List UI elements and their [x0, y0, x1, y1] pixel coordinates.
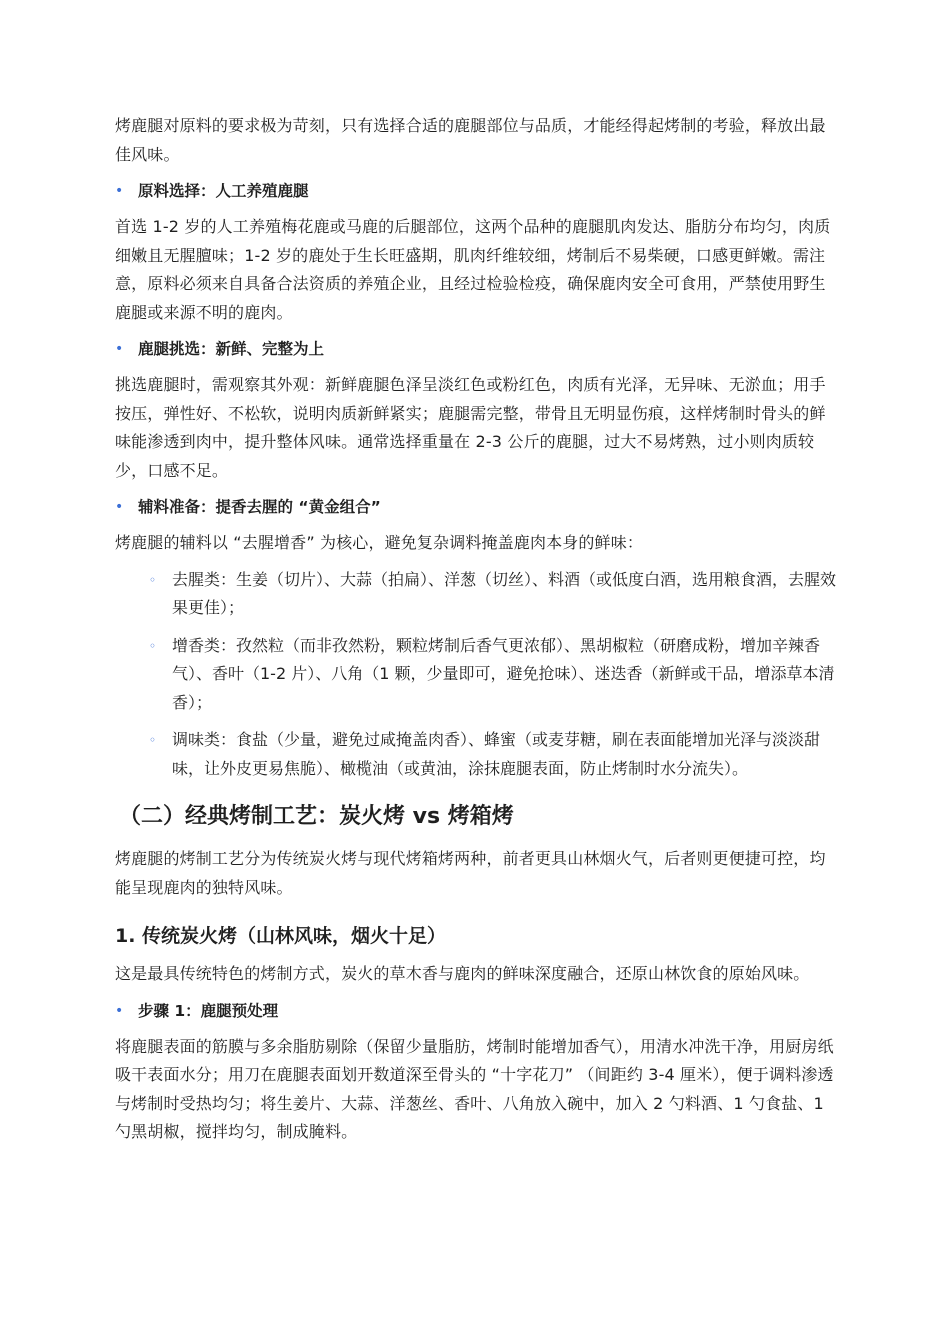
- list-item: [149, 632, 841, 718]
- bullet-title: 鹿腿挑选：新鲜、完整为上: [138, 340, 325, 358]
- list-item-text: 调味类：食盐（少量，避免过咸掩盖肉香）、蜂蜜（或麦芽糖，刷在表面能增加光泽与淡淡甜味，让外皮更易焦脆）、橄榄油（或黄油，涂抹鹿腿表面，防止烤制时水分流失）。: [172, 730, 821, 778]
- bullet-selection: [115, 335, 841, 363]
- list-item: [149, 726, 841, 783]
- intro-paragraph: 烤鹿腿对原料的要求极为苛刻，只有选择合适的鹿腿部位与品质，才能经得起烤制的考验，释放出最佳风味。: [115, 116, 826, 164]
- list-item: [149, 566, 841, 623]
- circle-bullet-icon: ◦: [149, 733, 157, 747]
- document-content: [115, 112, 841, 1155]
- bullet-dot-icon: •: [115, 341, 124, 357]
- bullet-title: 步骤 1：鹿腿预处理: [138, 1001, 279, 1020]
- bullet-raw-material: [115, 177, 841, 205]
- circle-bullet-icon: ◦: [149, 572, 157, 587]
- selection-paragraph: 挑选鹿腿时，需观察其外观：新鲜鹿腿色泽呈淡红色或粉红色，肉质有光泽，无异味、无淤血；用手按压，弹性好、不松软，说明肉质新鲜紧实；鹿腿需完整，带骨且无明显伤痕，这样烤制时骨头的鲜味能渗透到肉中，提升整体风味。通常选择重量在 2-3 公斤的鹿腿，过大不易烤熟，过小则肉质较少，口感不足。: [115, 375, 826, 480]
- list-item-text: 增香类：孜然粒（而非孜然粉，颗粒烤制后香气更浓郁）、黑胡椒粒（研磨成粉，增加辛辣香气）、香叶（1-2 片）、八角（1 颗，少量即可，避免抢味）、迷迭香（新鲜或干品，增添草本清香）；: [172, 635, 835, 712]
- auxiliary-paragraph: 烤鹿腿的辅料以 “去腥增香” 为核心，避免复杂调料掩盖鹿肉本身的鲜味：: [115, 533, 644, 552]
- bullet-dot-icon: •: [115, 1002, 124, 1019]
- raw-material-paragraph: 首选 1-2 岁的人工养殖梅花鹿或马鹿的后腿部位，这两个品种的鹿腿肌肉发达、脂肪分布均匀，肉质细嫩且无腥膻味；1-2 岁的鹿处于生长旺盛期，肌肉纤维较细，烤制后不易柴硬，口感更鲜嫩。需注意，原料必须来自具备合法资质的养殖企业，且经过检验检疫，确保鹿肉安全可食用，严禁使用野生鹿腿或来源不明的鹿肉。: [115, 217, 831, 322]
- bullet-title: 辅料准备：提香去腥的 “黄金组合”: [138, 498, 381, 516]
- bullet-step-1: [115, 997, 841, 1025]
- bullet-title: 原料选择：人工养殖鹿腿: [138, 182, 309, 200]
- bullet-dot-icon: •: [115, 183, 124, 199]
- subsection-heading: 1. 传统炭火烤（山林风味，烟火十足）: [115, 925, 447, 947]
- subsection-paragraph: 这是最具传统特色的烤制方式，炭火的草木香与鹿肉的鲜味深度融合，还原山林饮食的原始风味。: [115, 964, 810, 983]
- section-heading: （二）经典烤制工艺：炭火烤 vs 烤箱烤: [119, 804, 514, 829]
- auxiliary-sublist: [115, 566, 841, 784]
- bullet-auxiliary: [115, 493, 841, 521]
- section-paragraph: 烤鹿腿的烤制工艺分为传统炭火烤与现代烤箱烤两种，前者更具山林烟火气，后者则更便捷可控，均能呈现鹿肉的独特风味。: [115, 849, 826, 897]
- circle-bullet-icon: ◦: [149, 638, 157, 653]
- list-item-text: 去腥类：生姜（切片）、大蒜（拍扁）、洋葱（切丝）、料酒（或低度白酒，选用粮食酒，去腥效果更佳）；: [172, 569, 837, 617]
- bullet-dot-icon: •: [115, 499, 124, 515]
- step-1-paragraph: 将鹿腿表面的筋膜与多余脂肪剔除（保留少量脂肪，烤制时能增加香气），用清水冲洗干净，用厨房纸吸干表面水分；用刀在鹿腿表面划开数道深至骨头的 “十字花刀” （间距约 3-4 厘米），便于调料渗透与烤制时受热均匀；将生姜片、大蒜、洋葱丝、香叶、八角放入碗中，加入 2 勺料酒、1 勺食盐、1 勺黑胡椒，搅拌均匀，制成腌料。: [115, 1036, 834, 1141]
